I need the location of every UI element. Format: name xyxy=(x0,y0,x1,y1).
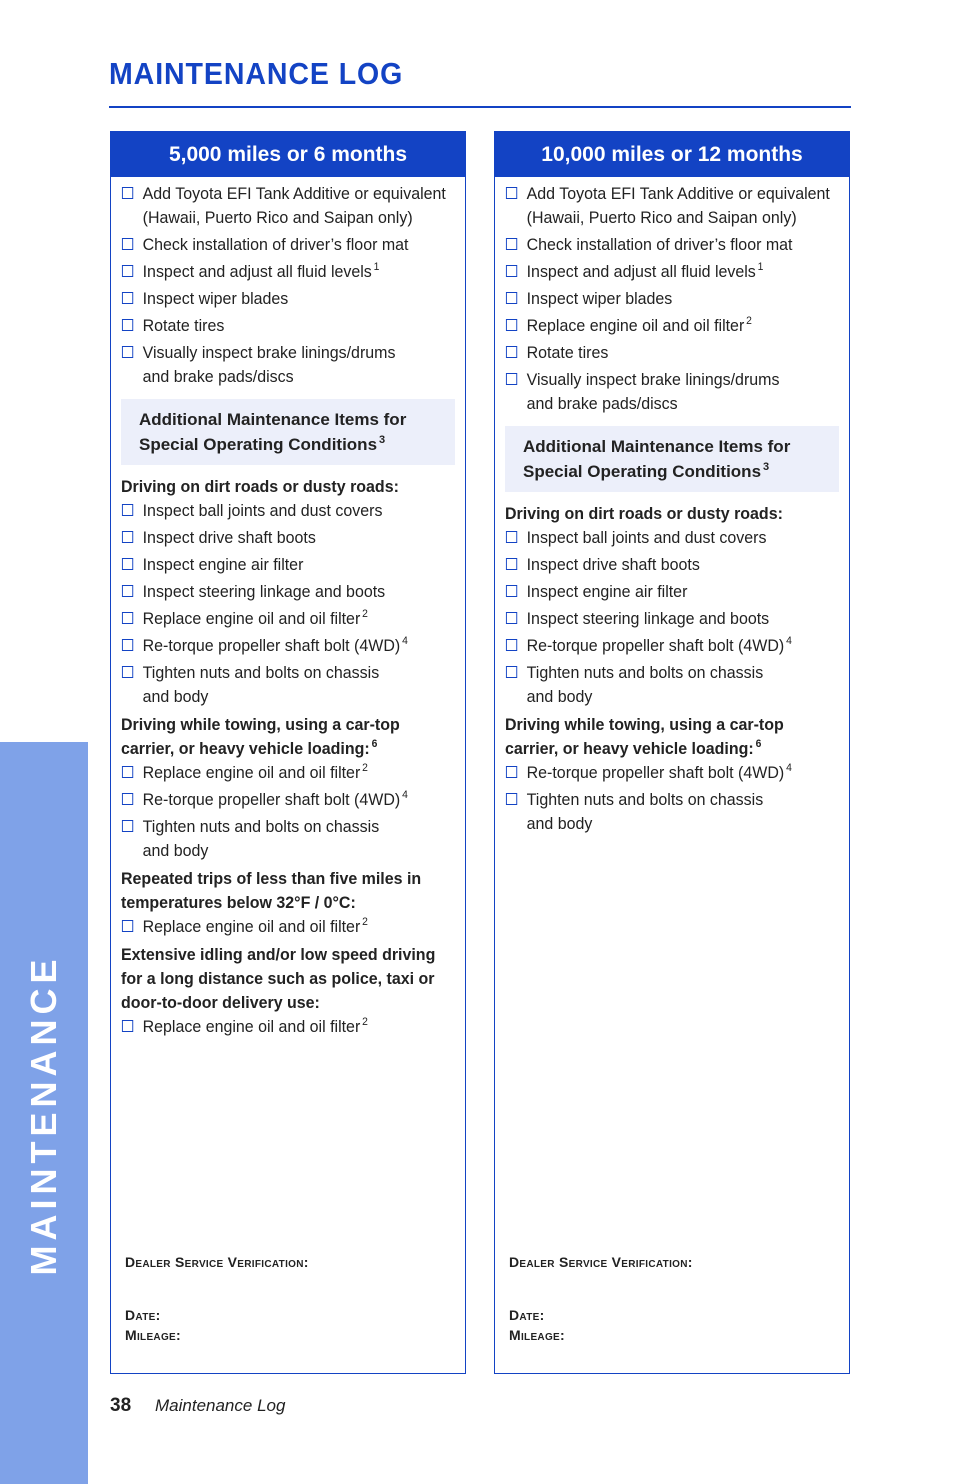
item-text: Rotate tires xyxy=(526,343,609,362)
footer-label: Maintenance Log xyxy=(155,1396,286,1415)
condition-heading-text: Repeated trips of less than five miles in temperatures below 32°F / 0°C: xyxy=(121,869,422,912)
condition-heading-text: Driving on dirt roads or dusty roads: xyxy=(121,477,399,496)
special-title-line1: Additional Maintenance Items for xyxy=(139,410,407,429)
checklist-item xyxy=(505,182,859,230)
checklist-item xyxy=(121,761,475,785)
special-conditions-box xyxy=(121,399,455,465)
checklist-item xyxy=(505,233,859,257)
checklist-item xyxy=(121,499,475,523)
footnote-ref: 2 xyxy=(362,608,368,621)
item-text: Tighten nuts and bolts on chassis xyxy=(142,663,380,682)
condition-heading-text: Extensive idling and/or low speed driving for a long distance such as police, taxi or door-to-door delivery use: xyxy=(121,945,436,1012)
item-text: Replace engine oil and oil filter xyxy=(142,763,361,782)
item-text: Inspect ball joints and dust covers xyxy=(142,501,383,520)
condition-heading xyxy=(121,943,454,1015)
footnote-ref: 2 xyxy=(362,916,368,929)
condition-heading xyxy=(505,713,838,761)
item-text: Check installation of driver’s floor mat xyxy=(142,235,409,254)
item-text: Re-torque propeller shaft bolt (4WD) xyxy=(526,636,785,655)
item-text: Add Toyota EFI Tank Additive or equivalent xyxy=(142,184,446,203)
checklist-item xyxy=(505,287,859,311)
footnote-ref: 3 xyxy=(379,434,386,447)
page-title: MAINTENANCE LOG xyxy=(109,56,404,91)
checkbox[interactable] xyxy=(506,531,517,543)
checklist-item xyxy=(121,634,475,658)
checkbox[interactable] xyxy=(506,666,517,678)
item-text: Replace engine oil and oil filter xyxy=(142,1017,361,1036)
item-text: Inspect drive shaft boots xyxy=(142,528,316,547)
checklist-item xyxy=(121,233,475,257)
item-text: Re-torque propeller shaft bolt (4WD) xyxy=(526,763,785,782)
checkbox[interactable] xyxy=(506,766,517,778)
footnote-ref: 4 xyxy=(786,762,792,775)
item-text-continued: (Hawaii, Puerto Rico and Saipan only) xyxy=(526,208,797,227)
condition-heading xyxy=(121,713,454,761)
item-text: Tighten nuts and bolts on chassis xyxy=(142,817,380,836)
condition-heading xyxy=(505,502,838,526)
checklist-item xyxy=(505,761,859,785)
item-text-continued: and body xyxy=(526,814,593,833)
item-text: Tighten nuts and bolts on chassis xyxy=(526,663,764,682)
item-text-continued: and brake pads/discs xyxy=(142,367,294,386)
card-body xyxy=(111,177,465,1039)
checkbox[interactable] xyxy=(506,373,517,385)
checkbox[interactable] xyxy=(506,187,517,199)
checkbox[interactable] xyxy=(122,766,133,778)
footnote-ref: 6 xyxy=(371,738,378,751)
checkbox[interactable] xyxy=(506,319,517,331)
checklist-item xyxy=(121,661,475,709)
checklist-item xyxy=(505,788,859,836)
checklist-item xyxy=(121,788,475,812)
item-text-continued: and body xyxy=(526,687,593,706)
checkbox[interactable] xyxy=(122,793,133,805)
checkbox[interactable] xyxy=(122,612,133,624)
mileage-label: Mileage: xyxy=(125,1327,181,1343)
item-text: Add Toyota EFI Tank Additive or equivalent xyxy=(526,184,830,203)
checklist-item xyxy=(505,260,859,284)
item-text: Inspect and adjust all fluid levels xyxy=(526,262,756,281)
item-text-continued: and body xyxy=(142,687,209,706)
checkbox[interactable] xyxy=(506,346,517,358)
item-text: Re-torque propeller shaft bolt (4WD) xyxy=(142,790,401,809)
footnote-ref: 4 xyxy=(402,789,408,802)
checkbox[interactable] xyxy=(122,558,133,570)
special-title-line1: Additional Maintenance Items for xyxy=(523,437,791,456)
checkbox[interactable] xyxy=(122,639,133,651)
footnote-ref: 1 xyxy=(373,261,380,274)
dealer-verification-label: Dealer Service Verification: xyxy=(509,1254,693,1270)
checkbox[interactable] xyxy=(122,920,133,932)
footnote-ref: 4 xyxy=(786,635,792,648)
side-tab-label: MAINTENANCE xyxy=(23,954,64,1276)
footnote-ref: 2 xyxy=(746,315,752,328)
item-text: Re-torque propeller shaft bolt (4WD) xyxy=(142,636,401,655)
item-text: Check installation of driver’s floor mat xyxy=(526,235,793,254)
log-card-5000 xyxy=(110,131,466,1374)
checkbox[interactable] xyxy=(122,346,133,358)
item-text: Inspect and adjust all fluid levels xyxy=(142,262,372,281)
log-card-10000 xyxy=(494,131,850,1374)
item-text: Replace engine oil and oil filter xyxy=(142,609,361,628)
checklist-item xyxy=(121,314,475,338)
item-text: Inspect steering linkage and boots xyxy=(142,582,386,601)
item-text: Inspect wiper blades xyxy=(526,289,673,308)
card-body xyxy=(495,177,849,836)
item-text-continued: (Hawaii, Puerto Rico and Saipan only) xyxy=(142,208,413,227)
mileage-label: Mileage: xyxy=(509,1327,565,1343)
item-text: Inspect steering linkage and boots xyxy=(526,609,770,628)
checkbox[interactable] xyxy=(122,1020,133,1032)
checklist-item xyxy=(505,661,859,709)
checklist-item xyxy=(121,182,475,230)
checklist-item xyxy=(121,341,475,389)
checkbox[interactable] xyxy=(506,558,517,570)
date-label: Date: xyxy=(125,1307,161,1323)
item-text: Inspect wiper blades xyxy=(142,289,289,308)
checkbox[interactable] xyxy=(506,238,517,250)
checkbox[interactable] xyxy=(506,612,517,624)
card-header: 10,000 miles or 12 months xyxy=(495,132,849,177)
item-text: Inspect ball joints and dust covers xyxy=(526,528,767,547)
footnote-ref: 2 xyxy=(362,1016,368,1029)
checkbox[interactable] xyxy=(122,238,133,250)
card-header: 5,000 miles or 6 months xyxy=(111,132,465,177)
checklist-item xyxy=(505,607,859,631)
checklist-item xyxy=(121,580,475,604)
footnote-ref: 4 xyxy=(402,635,408,648)
checklist-item xyxy=(121,915,475,939)
checkbox[interactable] xyxy=(506,585,517,597)
date-label: Date: xyxy=(509,1307,545,1323)
condition-heading xyxy=(121,867,454,915)
checkbox[interactable] xyxy=(122,531,133,543)
footnote-ref: 2 xyxy=(362,762,368,775)
footnote-ref: 3 xyxy=(763,461,770,474)
checklist-item xyxy=(505,634,859,658)
title-divider xyxy=(109,106,851,108)
item-text-continued: and brake pads/discs xyxy=(526,394,678,413)
checkbox[interactable] xyxy=(506,265,517,277)
item-text: Visually inspect brake linings/drums xyxy=(142,343,396,362)
dealer-verification-label: Dealer Service Verification: xyxy=(125,1254,309,1270)
checkbox[interactable] xyxy=(122,504,133,516)
checkbox[interactable] xyxy=(122,292,133,304)
checklist-item xyxy=(121,553,475,577)
checkbox[interactable] xyxy=(122,585,133,597)
checklist-item xyxy=(121,1015,475,1039)
item-text: Inspect engine air filter xyxy=(142,555,304,574)
special-conditions-box xyxy=(505,426,839,492)
item-text: Inspect engine air filter xyxy=(526,582,688,601)
item-text: Tighten nuts and bolts on chassis xyxy=(526,790,764,809)
condition-heading-text: Driving while towing, using a car-top carrier, or heavy vehicle loading: xyxy=(121,715,400,758)
checkbox[interactable] xyxy=(122,319,133,331)
page-number: 38 xyxy=(110,1395,132,1416)
checklist-item xyxy=(505,314,859,338)
item-text: Visually inspect brake linings/drums xyxy=(526,370,780,389)
checklist-item xyxy=(505,341,859,365)
checkbox[interactable] xyxy=(122,820,133,832)
footnote-ref: 1 xyxy=(757,261,764,274)
checklist-item xyxy=(505,368,859,416)
condition-heading-text: Driving on dirt roads or dusty roads: xyxy=(505,504,783,523)
checkbox[interactable] xyxy=(122,265,133,277)
checklist-item xyxy=(505,580,859,604)
item-text: Rotate tires xyxy=(142,316,225,335)
checkbox[interactable] xyxy=(506,793,517,805)
checkbox[interactable] xyxy=(506,639,517,651)
checkbox[interactable] xyxy=(122,666,133,678)
checklist-item xyxy=(121,815,475,863)
condition-heading xyxy=(121,475,454,499)
checklist-item xyxy=(121,260,475,284)
checkbox[interactable] xyxy=(122,187,133,199)
footnote-ref: 6 xyxy=(755,738,762,751)
condition-heading-text: Driving while towing, using a car-top carrier, or heavy vehicle loading: xyxy=(505,715,784,758)
checklist-item xyxy=(505,526,859,550)
checklist-item xyxy=(121,526,475,550)
checkbox[interactable] xyxy=(506,292,517,304)
checklist-item xyxy=(121,607,475,631)
checklist-item xyxy=(505,553,859,577)
item-text: Inspect drive shaft boots xyxy=(526,555,700,574)
special-title-line2: Special Operating Conditions xyxy=(139,435,378,454)
item-text: Replace engine oil and oil filter xyxy=(526,316,745,335)
checklist-item xyxy=(121,287,475,311)
item-text-continued: and body xyxy=(142,841,209,860)
item-text: Replace engine oil and oil filter xyxy=(142,917,361,936)
special-title-line2: Special Operating Conditions xyxy=(523,462,762,481)
